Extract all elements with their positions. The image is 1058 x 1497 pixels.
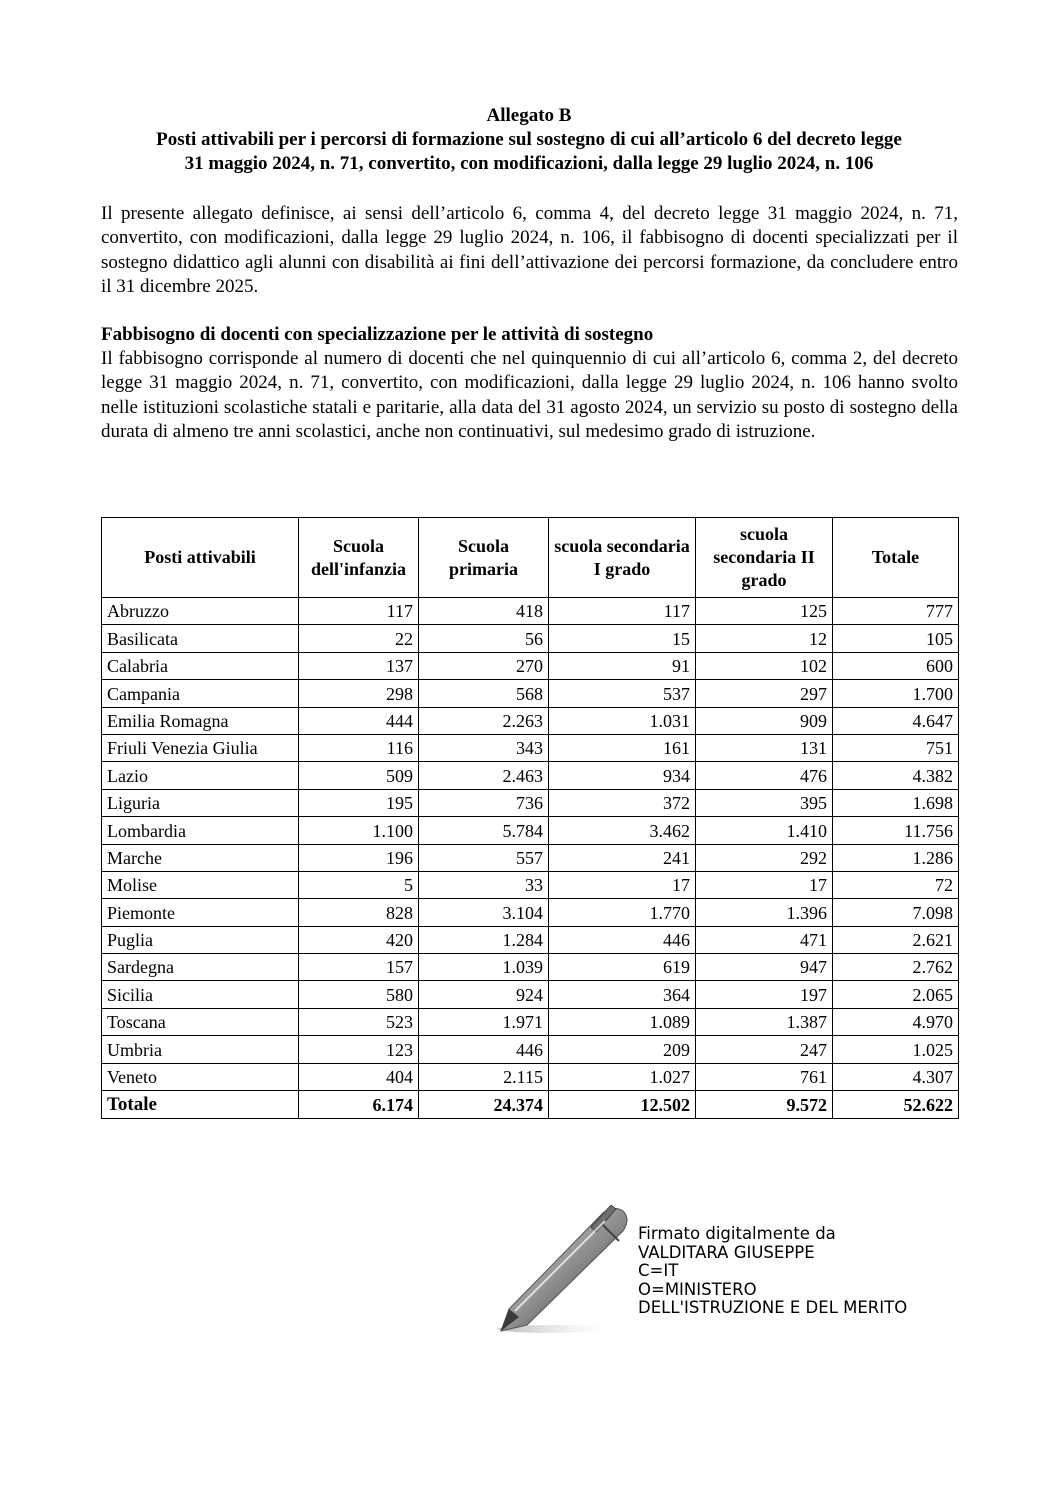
cell-secondaria-i: 3.462: [549, 817, 696, 844]
posti-table: [101, 517, 959, 1119]
cell-infanzia: 444: [299, 707, 419, 734]
total-cell-primaria: 24.374: [419, 1091, 549, 1119]
cell-primaria: 3.104: [419, 899, 549, 926]
total-cell-secondaria-ii: 9.572: [696, 1091, 833, 1119]
cell-primaria: 1.039: [419, 954, 549, 981]
cell-secondaria-i: 619: [549, 954, 696, 981]
cell-region: Sicilia: [102, 981, 299, 1008]
cell-secondaria-ii: 1.387: [696, 1008, 833, 1035]
cell-region: Veneto: [102, 1063, 299, 1090]
cell-totale: 1.025: [833, 1036, 959, 1063]
cell-secondaria-ii: 761: [696, 1063, 833, 1090]
cell-region: Lombardia: [102, 817, 299, 844]
cell-primaria: 557: [419, 844, 549, 871]
cell-infanzia: 137: [299, 652, 419, 679]
cell-secondaria-i: 117: [549, 598, 696, 625]
cell-primaria: 2.263: [419, 707, 549, 734]
cell-primaria: 924: [419, 981, 549, 1008]
cell-secondaria-i: 1.770: [549, 899, 696, 926]
table-row: [102, 680, 959, 707]
table-row: [102, 789, 959, 816]
cell-secondaria-ii: 476: [696, 762, 833, 789]
cell-secondaria-ii: 247: [696, 1036, 833, 1063]
signature-line-1: Firmato digitalmente da: [638, 1224, 836, 1243]
total-cell-totale: 52.622: [833, 1091, 959, 1119]
cell-region: Abruzzo: [102, 598, 299, 625]
cell-primaria: 343: [419, 734, 549, 761]
cell-primaria: 1.284: [419, 926, 549, 953]
cell-secondaria-i: 209: [549, 1036, 696, 1063]
table-row: [102, 1036, 959, 1063]
total-cell-region: Totale: [102, 1091, 299, 1119]
total-cell-infanzia: 6.174: [299, 1091, 419, 1119]
cell-secondaria-ii: 1.396: [696, 899, 833, 926]
cell-primaria: 568: [419, 680, 549, 707]
cell-secondaria-ii: 292: [696, 844, 833, 871]
table-row: [102, 1008, 959, 1035]
cell-totale: 105: [833, 625, 959, 652]
cell-region: Emilia Romagna: [102, 707, 299, 734]
cell-secondaria-i: 1.031: [549, 707, 696, 734]
cell-infanzia: 195: [299, 789, 419, 816]
cell-region: Basilicata: [102, 625, 299, 652]
intro-paragraph: Il presente allegato definisce, ai sensi dell’articolo 6, comma 4, del decreto legge 31 maggio 2024, n. 71, convertito, con modificazioni, dalla legge 29 luglio 2024, n. 106, il fabbisogno di docenti specializzati per il sostegno didattico agli alunni con disabilità ai fini dell’attivazione dei percorsi formazione, da concludere entro il 31 dicembre 2025.: [101, 203, 958, 297]
signature-line-3: C=IT: [638, 1261, 679, 1280]
cell-infanzia: 523: [299, 1008, 419, 1035]
cell-secondaria-ii: 102: [696, 652, 833, 679]
section-paragraph: Il fabbisogno corrisponde al numero di docenti che nel quinquennio di cui all’articolo 6, comma 2, del decreto legge 31 maggio 2024, n. 71, convertito, con modificazioni, dalla legge 29 luglio 2024, n. 106 hanno svolto nelle istituzioni scolastiche statali e paritarie, alla data del 31 agosto 2024, un servizio su posto di sostegno della durata di almeno tre anni scolastici, anche non continuativi, sul medesimo grado di istruzione.: [101, 348, 958, 442]
cell-region: Calabria: [102, 652, 299, 679]
cell-secondaria-i: 161: [549, 734, 696, 761]
cell-region: Liguria: [102, 789, 299, 816]
cell-infanzia: 196: [299, 844, 419, 871]
cell-secondaria-i: 372: [549, 789, 696, 816]
cell-region: Campania: [102, 680, 299, 707]
table-header-row: [102, 518, 959, 598]
cell-secondaria-i: 91: [549, 652, 696, 679]
cell-secondaria-i: 934: [549, 762, 696, 789]
cell-secondaria-i: 241: [549, 844, 696, 871]
cell-region: Umbria: [102, 1036, 299, 1063]
cell-secondaria-i: 15: [549, 625, 696, 652]
cell-totale: 72: [833, 871, 959, 898]
cell-secondaria-ii: 947: [696, 954, 833, 981]
cell-totale: 2.762: [833, 954, 959, 981]
cell-region: Sardegna: [102, 954, 299, 981]
cell-infanzia: 117: [299, 598, 419, 625]
page-subtitle-line-1: Posti attivabili per i percorsi di formazione sul sostegno di cui all’articolo 6 del decreto legge: [156, 129, 902, 150]
cell-secondaria-i: 1.027: [549, 1063, 696, 1090]
table-row: [102, 625, 959, 652]
signature-line-4: O=MINISTERO: [638, 1279, 757, 1299]
cell-totale: 4.382: [833, 762, 959, 789]
header-secondaria-ii-grado: scuola secondaria II grado: [696, 518, 833, 598]
cell-primaria: 33: [419, 871, 549, 898]
cell-region: Molise: [102, 871, 299, 898]
cell-region: Friuli Venezia Giulia: [102, 734, 299, 761]
cell-secondaria-ii: 125: [696, 598, 833, 625]
document-header: [100, 104, 958, 176]
cell-infanzia: 420: [299, 926, 419, 953]
cell-secondaria-i: 17: [549, 871, 696, 898]
cell-secondaria-i: 1.089: [549, 1008, 696, 1035]
cell-totale: 4.307: [833, 1063, 959, 1090]
cell-secondaria-i: 537: [549, 680, 696, 707]
cell-infanzia: 157: [299, 954, 419, 981]
header-scuola-primaria: Scuola primaria: [419, 518, 549, 598]
cell-totale: 1.286: [833, 844, 959, 871]
cell-region: Piemonte: [102, 899, 299, 926]
cell-infanzia: 580: [299, 981, 419, 1008]
cell-totale: 2.621: [833, 926, 959, 953]
cell-region: Toscana: [102, 1008, 299, 1035]
cell-totale: 777: [833, 598, 959, 625]
page-subtitle-line-2: 31 maggio 2024, n. 71, convertito, con modificazioni, dalla legge 29 luglio 2024, n. 106: [184, 153, 874, 174]
table-row: [102, 954, 959, 981]
cell-infanzia: 509: [299, 762, 419, 789]
table-row: [102, 871, 959, 898]
cell-secondaria-ii: 909: [696, 707, 833, 734]
cell-primaria: 2.463: [419, 762, 549, 789]
table-row: [102, 817, 959, 844]
cell-totale: 1.698: [833, 789, 959, 816]
table-row: [102, 734, 959, 761]
table-row: [102, 899, 959, 926]
table-row: [102, 762, 959, 789]
cell-primaria: 56: [419, 625, 549, 652]
cell-region: Lazio: [102, 762, 299, 789]
header-secondaria-i-grado: scuola secondaria I grado: [549, 518, 696, 598]
header-scuola-infanzia: Scuola dell'infanzia: [299, 518, 419, 598]
signature-line-2: VALDITARA GIUSEPPE: [638, 1242, 815, 1262]
cell-totale: 4.970: [833, 1008, 959, 1035]
table-row: [102, 1063, 959, 1090]
cell-secondaria-ii: 131: [696, 734, 833, 761]
header-posti-attivabili: Posti attivabili: [102, 518, 299, 598]
pen-icon: [495, 1205, 635, 1340]
cell-totale: 751: [833, 734, 959, 761]
cell-primaria: 446: [419, 1036, 549, 1063]
cell-totale: 2.065: [833, 981, 959, 1008]
table-row: [102, 926, 959, 953]
cell-secondaria-ii: 12: [696, 625, 833, 652]
cell-primaria: 270: [419, 652, 549, 679]
cell-primaria: 1.971: [419, 1008, 549, 1035]
cell-infanzia: 5: [299, 871, 419, 898]
cell-secondaria-ii: 197: [696, 981, 833, 1008]
cell-secondaria-i: 446: [549, 926, 696, 953]
page-title: Allegato B: [486, 105, 572, 126]
cell-region: Puglia: [102, 926, 299, 953]
table-row: [102, 652, 959, 679]
signature-text: [638, 1225, 907, 1318]
header-totale: Totale: [833, 518, 959, 598]
cell-totale: 7.098: [833, 899, 959, 926]
cell-infanzia: 298: [299, 680, 419, 707]
cell-region: Marche: [102, 844, 299, 871]
cell-secondaria-ii: 1.410: [696, 817, 833, 844]
cell-primaria: 5.784: [419, 817, 549, 844]
table-body: [102, 598, 959, 1119]
cell-primaria: 736: [419, 789, 549, 816]
cell-secondaria-ii: 17: [696, 871, 833, 898]
cell-secondaria-i: 364: [549, 981, 696, 1008]
cell-infanzia: 123: [299, 1036, 419, 1063]
digital-signature: [495, 1205, 955, 1345]
cell-infanzia: 116: [299, 734, 419, 761]
cell-infanzia: 828: [299, 899, 419, 926]
cell-primaria: 418: [419, 598, 549, 625]
table-total-row: [102, 1091, 959, 1119]
cell-totale: 1.700: [833, 680, 959, 707]
signature-line-5: DELL'ISTRUZIONE E DEL MERITO: [638, 1298, 908, 1317]
cell-totale: 600: [833, 652, 959, 679]
section-heading: Fabbisogno di docenti con specializzazione per le attività di sostegno: [101, 324, 654, 345]
cell-infanzia: 22: [299, 625, 419, 652]
table-row: [102, 598, 959, 625]
cell-totale: 4.647: [833, 707, 959, 734]
table-row: [102, 707, 959, 734]
table-row: [102, 844, 959, 871]
total-cell-secondaria-i: 12.502: [549, 1091, 696, 1119]
cell-primaria: 2.115: [419, 1063, 549, 1090]
cell-secondaria-ii: 297: [696, 680, 833, 707]
cell-secondaria-ii: 395: [696, 789, 833, 816]
cell-secondaria-ii: 471: [696, 926, 833, 953]
table-row: [102, 981, 959, 1008]
cell-totale: 11.756: [833, 817, 959, 844]
cell-infanzia: 404: [299, 1063, 419, 1090]
cell-infanzia: 1.100: [299, 817, 419, 844]
